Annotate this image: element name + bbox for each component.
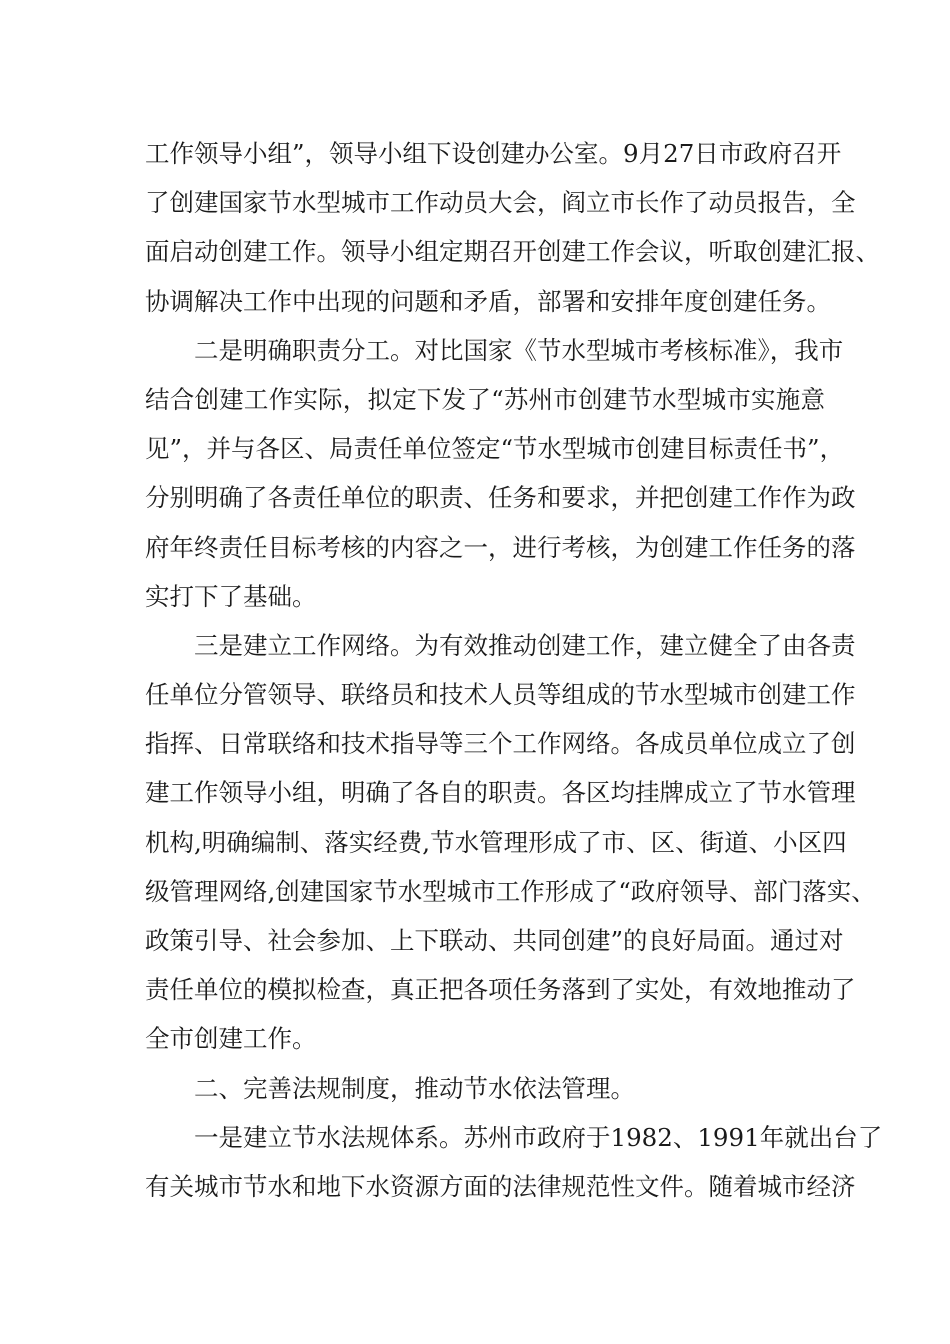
body-text <box>145 129 883 1211</box>
paragraph-start-line: 二是明确职责分工。对比国家《节水型城市考核标准》，我市 <box>194 335 844 365</box>
text-line: 府年终责任目标考核的内容之一，进行考核，为创建工作任务的落 <box>145 532 856 562</box>
text-line: 机构,明确编制、落实经费,节水管理形成了市、区、街道、小区四 <box>145 827 847 857</box>
text-line: 协调解决工作中出现的问题和矛盾，部署和安排年度创建任务。 <box>145 286 831 316</box>
text-line: 级管理网络,创建国家节水型城市工作形成了“政府领导、部门落实、 <box>145 876 876 906</box>
text-line: 全市创建工作。 <box>145 1024 317 1054</box>
text-line: 建工作领导小组，明确了各自的职责。各区均挂牌成立了节水管理 <box>145 778 856 808</box>
text-line: 结合创建工作实际，拟定下发了“苏州市创建节水型城市实施意 <box>145 384 825 414</box>
text-line: 指挥、日常联络和技术指导等三个工作网络。各成员单位成立了创 <box>145 729 856 759</box>
section-heading: 二、完善法规制度，推动节水依法管理。 <box>194 1073 635 1103</box>
paragraph-start-line: 一是建立节水法规体系。苏州市政府于1982、1991年就出台了 <box>194 1122 883 1152</box>
paragraph-start-line: 三是建立工作网络。为有效推动创建工作，建立健全了由各责 <box>194 630 856 660</box>
text-line: 责任单位的模拟检查，真正把各项任务落到了实处，有效地推动了 <box>145 975 856 1005</box>
text-line: 了创建国家节水型城市工作动员大会，阎立市长作了动员报告，全 <box>145 188 856 218</box>
text-line: 面启动创建工作。领导小组定期召开创建工作会议，听取创建汇报、 <box>145 237 880 267</box>
text-line: 政策引导、社会参加、上下联动、共同创建”的良好局面。通过对 <box>145 926 844 955</box>
text-line: 任单位分管领导、联络员和技术人员等组成的节水型城市创建工作 <box>145 680 856 710</box>
text-line: 有关城市节水和地下水资源方面的法律规范性文件。随着城市经济 <box>145 1171 856 1201</box>
text-line: 分别明确了各责任单位的职责、任务和要求，并把创建工作作为政 <box>145 483 856 513</box>
text-line: 工作领导小组”，领导小组下设创建办公室。9月27日市政府召开 <box>145 139 842 168</box>
text-line: 见”，并与各区、局责任单位签定“节水型城市创建目标责任书”， <box>145 434 845 464</box>
text-line: 实打下了基础。 <box>145 581 317 611</box>
